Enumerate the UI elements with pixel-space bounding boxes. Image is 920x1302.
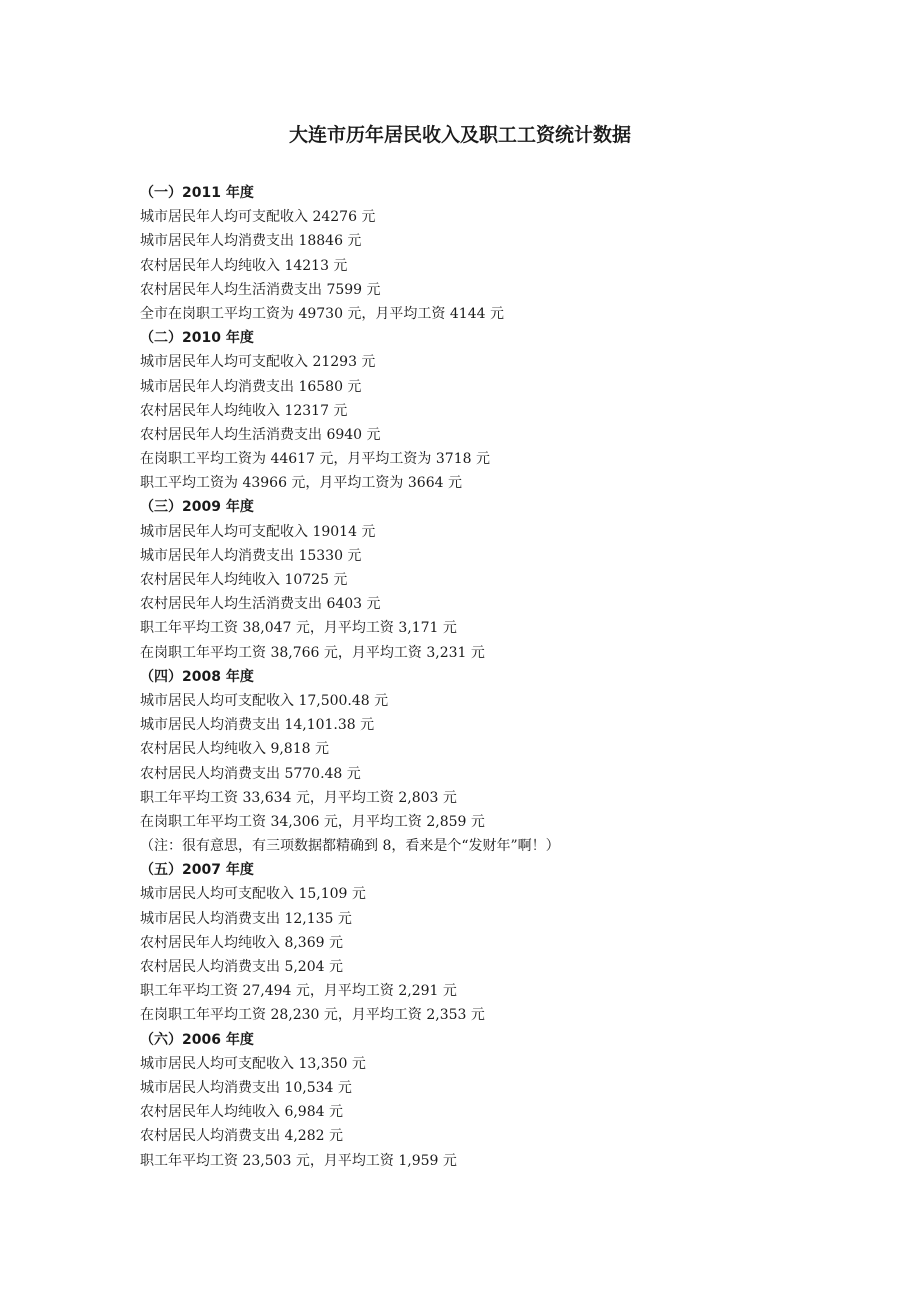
- data-line: 城市居民年人均可支配收入 24276 元: [140, 209, 376, 226]
- section-heading: （三）2009 年度: [140, 499, 254, 516]
- data-line: 职工平均工资为 43966 元，月平均工资为 3664 元: [140, 475, 462, 492]
- section-heading: （二）2010 年度: [140, 330, 254, 347]
- data-line: 农村居民人均消费支出 5,204 元: [140, 959, 343, 975]
- section-heading: （六）2006 年度: [140, 1031, 254, 1048]
- data-line: 农村居民年人均生活消费支出 7599 元: [140, 281, 381, 298]
- data-line: 城市居民年人均消费支出 18846 元: [140, 233, 362, 250]
- data-line: 农村居民年人均生活消费支出 6403 元: [140, 596, 381, 613]
- section-2010: [140, 326, 840, 495]
- data-line: 城市居民年人均消费支出 15330 元: [140, 547, 362, 564]
- data-line: 在岗职工平均工资为 44617 元，月平均工资为 3718 元: [140, 451, 490, 468]
- data-line: 农村居民人均纯收入 9,818 元: [140, 741, 329, 758]
- data-line: 农村居民年人均纯收入 8,369 元: [140, 934, 343, 951]
- section-2009: [140, 495, 840, 664]
- data-line: 职工年平均工资 33,634 元，月平均工资 2,803 元: [140, 789, 457, 806]
- data-line: 职工年平均工资 23,503 元，月平均工资 1,959 元: [140, 1152, 457, 1169]
- data-line: 农村居民人均消费支出 5770.48 元: [140, 765, 361, 782]
- data-line: 城市居民人均可支配收入 13,350 元: [140, 1055, 366, 1072]
- data-line: 农村居民人均消费支出 4,282 元: [140, 1128, 343, 1145]
- document-body: [140, 181, 840, 1173]
- data-line: 在岗职工年平均工资 28,230 元，月平均工资 2,353 元: [140, 1007, 485, 1024]
- data-line: 城市居民人均可支配收入 17,500.48 元: [140, 692, 389, 709]
- data-line: 职工年平均工资 27,494 元，月平均工资 2,291 元: [140, 983, 457, 1000]
- data-line: 农村居民年人均纯收入 14213 元: [140, 257, 348, 274]
- data-line: 城市居民人均消费支出 14,101.38 元: [140, 717, 375, 734]
- note-line: （注：很有意思，有三项数据都精确到 8，看来是个“发财年”啊！）: [140, 838, 560, 855]
- section-2006: [140, 1028, 840, 1173]
- data-line: 职工年平均工资 38,047 元，月平均工资 3,171 元: [140, 620, 457, 637]
- data-line: 农村居民年人均纯收入 10725 元: [140, 572, 348, 588]
- data-line: 农村居民年人均纯收入 6,984 元: [140, 1104, 343, 1121]
- section-heading: （四）2008 年度: [140, 668, 254, 685]
- data-line: 农村居民年人均生活消费支出 6940 元: [140, 426, 381, 443]
- data-line: 城市居民年人均消费支出 16580 元: [140, 378, 362, 395]
- data-line: 城市居民人均消费支出 12,135 元: [140, 910, 352, 927]
- data-line: 农村居民年人均纯收入 12317 元: [140, 402, 348, 419]
- section-heading: （五）2007 年度: [140, 862, 254, 879]
- data-line: 在岗职工年平均工资 38,766 元，月平均工资 3,231 元: [140, 644, 485, 661]
- section-2011: [140, 181, 840, 326]
- section-heading: （一）2011 年度: [140, 185, 254, 201]
- data-line: 城市居民人均可支配收入 15,109 元: [140, 886, 366, 903]
- data-line: 在岗职工年平均工资 34,306 元，月平均工资 2,859 元: [140, 813, 485, 830]
- data-line: 城市居民年人均可支配收入 19014 元: [140, 523, 376, 540]
- section-2007: [140, 858, 840, 1027]
- data-line: 全市在岗职工平均工资为 49730 元，月平均工资 4144 元: [140, 305, 504, 322]
- data-line: 城市居民人均消费支出 10,534 元: [140, 1079, 352, 1096]
- document-title: 大连市历年居民收入及职工工资统计数据: [288, 124, 631, 146]
- section-2008: [140, 665, 840, 859]
- data-line: 城市居民年人均可支配收入 21293 元: [140, 354, 376, 371]
